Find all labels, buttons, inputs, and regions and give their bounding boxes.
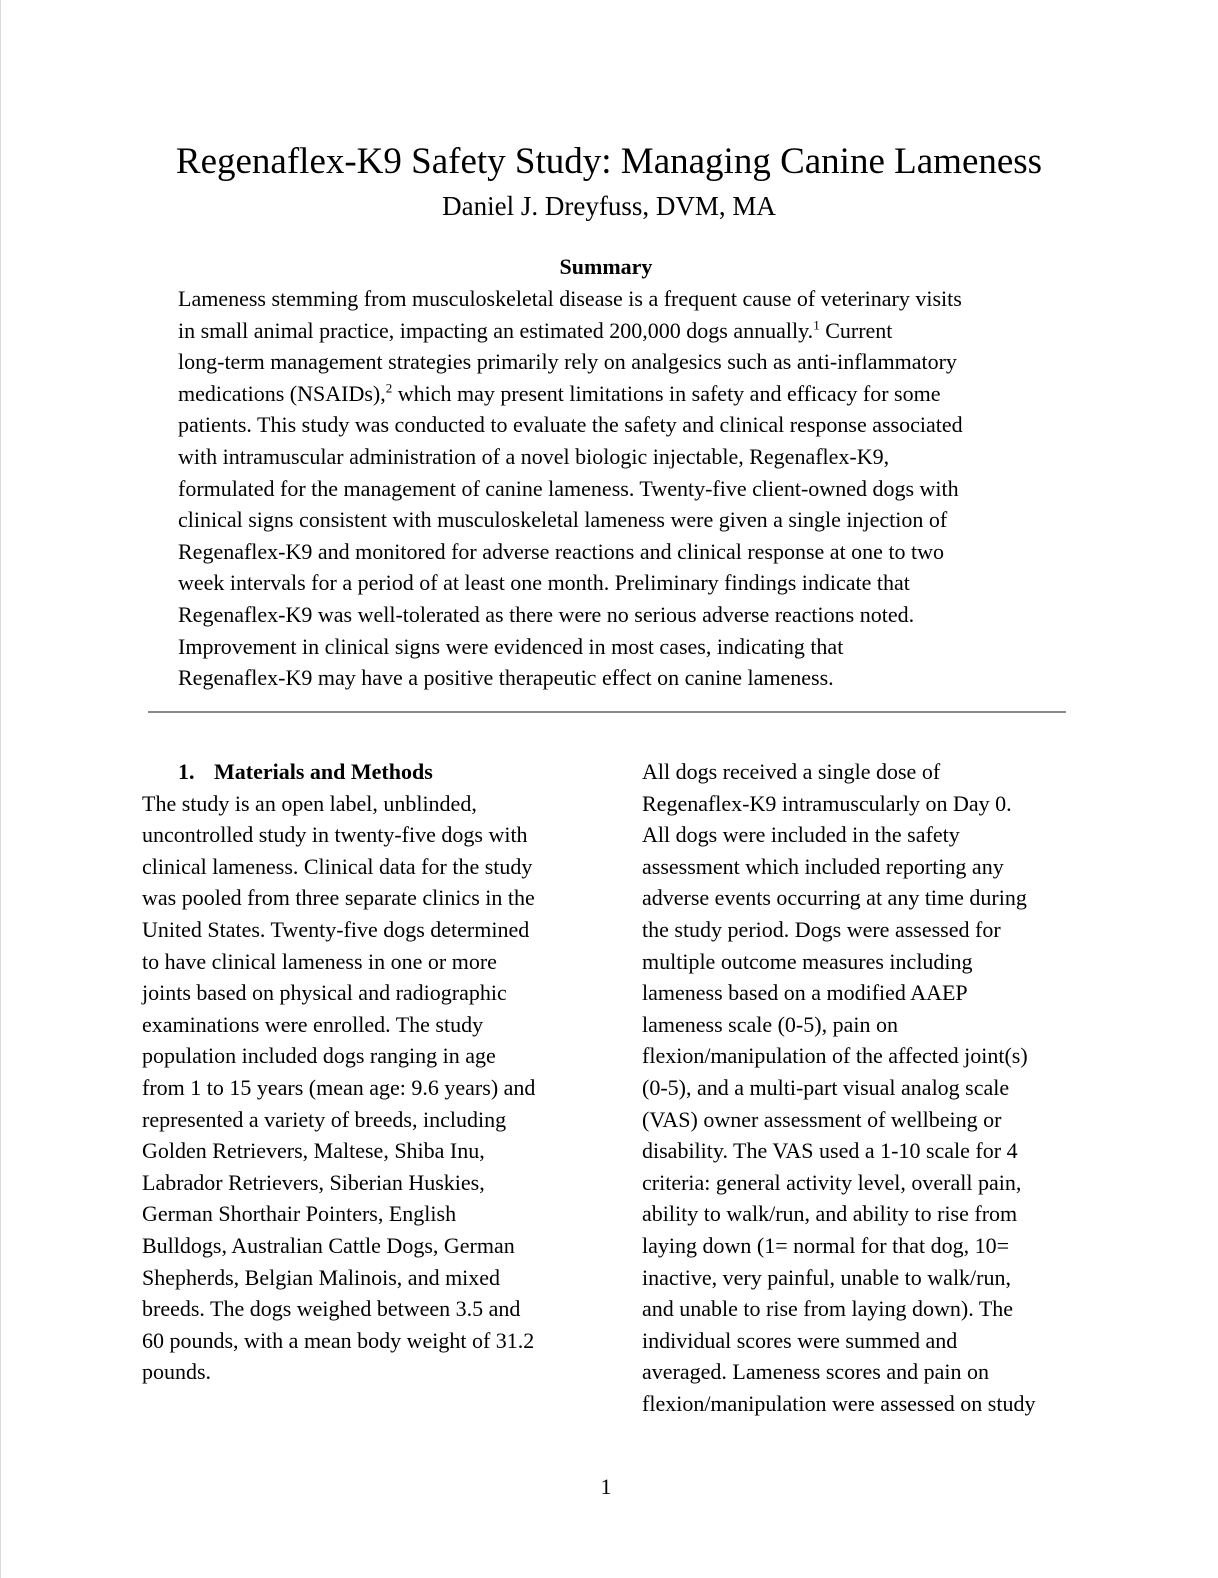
left-column xyxy=(142,756,592,1388)
body-line: Bulldogs, Australian Cattle Dogs, German xyxy=(142,1232,515,1258)
footnote-ref-2: 2 xyxy=(385,380,393,396)
summary-paragraph xyxy=(178,283,1048,694)
section-number: 1. xyxy=(178,759,195,784)
section-heading-materials-methods xyxy=(142,756,592,788)
author-line: Daniel J. Dreyfuss, DVM, MA xyxy=(442,191,776,221)
summary-line: formulated for the management of canine lameness. Twenty-five client-owned dogs with xyxy=(178,475,959,501)
body-line: criteria: general activity level, overall pain, xyxy=(642,1169,1022,1195)
body-line: averaged. Lameness scores and pain on xyxy=(642,1359,989,1385)
summary-line: long-term management strategies primarily rely on analgesics such as anti-inflammatory xyxy=(178,349,957,375)
summary-line: Regenaflex-K9 was well-tolerated as there were no serious adverse reactions noted. xyxy=(178,601,915,627)
body-line: breeds. The dogs weighed between 3.5 and xyxy=(142,1296,521,1322)
body-line: The study is an open label, unblinded, xyxy=(142,790,477,816)
body-line: German Shorthair Pointers, English xyxy=(142,1201,457,1227)
body-line: flexion/manipulation of the affected joint(s) xyxy=(642,1043,1028,1069)
summary-line: patients. This study was conducted to evaluate the safety and clinical response associated xyxy=(178,412,963,438)
paper-title: Regenaflex-K9 Safety Study: Managing Canine Lameness xyxy=(175,141,1043,182)
body-line: uncontrolled study in twenty-five dogs with xyxy=(142,822,528,848)
body-line: the study period. Dogs were assessed for xyxy=(642,916,1001,942)
footnote-ref-1: 1 xyxy=(813,317,820,333)
body-line: multiple outcome measures including xyxy=(642,948,973,974)
summary-line: with intramuscular administration of a novel biologic injectable, Regenaflex-K9, xyxy=(178,443,890,469)
body-line: from 1 to 15 years (mean age: 9.6 years) and xyxy=(142,1074,536,1100)
body-line: disability. The VAS used a 1-10 scale for 4 xyxy=(642,1138,1018,1164)
body-line: assessment which included reporting any xyxy=(642,853,1004,879)
section-divider xyxy=(148,711,1066,713)
summary-line: Regenaflex-K9 may have a positive therapeutic effect on canine lameness. xyxy=(178,665,834,691)
body-line: flexion/manipulation were assessed on study xyxy=(642,1390,1036,1416)
summary-line: in small animal practice, impacting an estimated 200,000 dogs annually.$^1$ Current xyxy=(178,317,893,343)
body-line: inactive, very painful, unable to walk/run, xyxy=(642,1264,1011,1290)
body-line: pounds. xyxy=(142,1359,212,1385)
body-line: lameness based on a modified AAEP xyxy=(642,980,968,1006)
summary-heading: Summary xyxy=(559,254,653,279)
page-number: 1 xyxy=(600,1474,612,1499)
right-column-text xyxy=(642,756,1082,1419)
body-line: joints based on physical and radiographic xyxy=(142,980,507,1006)
body-line: 60 pounds, with a mean body weight of 31.2 xyxy=(142,1327,535,1353)
body-line: individual scores were summed and xyxy=(642,1327,958,1353)
summary-line: Regenaflex-K9 and monitored for adverse reactions and clinical response at one to two xyxy=(178,538,945,564)
summary-line: week intervals for a period of at least one month. Preliminary findings indicate that xyxy=(178,570,910,596)
body-line: All dogs were included in the safety xyxy=(642,822,960,848)
body-line: lameness scale (0-5), pain on xyxy=(642,1011,898,1037)
body-line: Regenaflex-K9 intramuscularly on Day 0. xyxy=(642,790,1012,816)
body-line: examinations were enrolled. The study xyxy=(142,1011,484,1037)
body-line: to have clinical lameness in one or more xyxy=(142,948,497,974)
summary-line: Lameness stemming from musculoskeletal disease is a frequent cause of veterinary visits xyxy=(178,286,962,311)
summary-line: clinical signs consistent with musculoskeletal lameness were given a single injection of xyxy=(178,507,948,533)
body-line: represented a variety of breeds, including xyxy=(142,1106,507,1132)
body-line: population included dogs ranging in age xyxy=(142,1043,496,1069)
body-line: United States. Twenty-five dogs determined xyxy=(142,916,530,942)
body-line: Labrador Retrievers, Siberian Huskies, xyxy=(142,1169,485,1195)
summary-line: Improvement in clinical signs were evidenced in most cases, indicating that xyxy=(178,633,844,659)
body-line: Golden Retrievers, Maltese, Shiba Inu, xyxy=(142,1138,485,1164)
right-column xyxy=(642,756,1082,1419)
left-column-text xyxy=(142,788,592,1388)
body-line: (VAS) owner assessment of wellbeing or xyxy=(642,1106,1002,1132)
body-line: Shepherds, Belgian Malinois, and mixed xyxy=(142,1264,501,1290)
body-line: clinical lameness. Clinical data for the study xyxy=(142,853,533,879)
body-line: laying down (1= normal for that dog, 10= xyxy=(642,1232,1009,1258)
body-line: adverse events occurring at any time during xyxy=(642,885,1027,911)
summary-line: medications (NSAIDs),$^2$ which may present limitations in safety and efficacy for some xyxy=(178,380,941,406)
body-line: All dogs received a single dose of xyxy=(642,759,941,784)
body-line: and unable to rise from laying down). The xyxy=(642,1296,1014,1322)
body-line: ability to walk/run, and ability to rise from xyxy=(642,1201,1018,1227)
section-title: Materials and Methods xyxy=(214,759,433,784)
page-edge xyxy=(0,0,1,1578)
body-line: was pooled from three separate clinics in the xyxy=(142,885,535,911)
body-line: (0-5), and a multi-part visual analog scale xyxy=(642,1074,1010,1100)
